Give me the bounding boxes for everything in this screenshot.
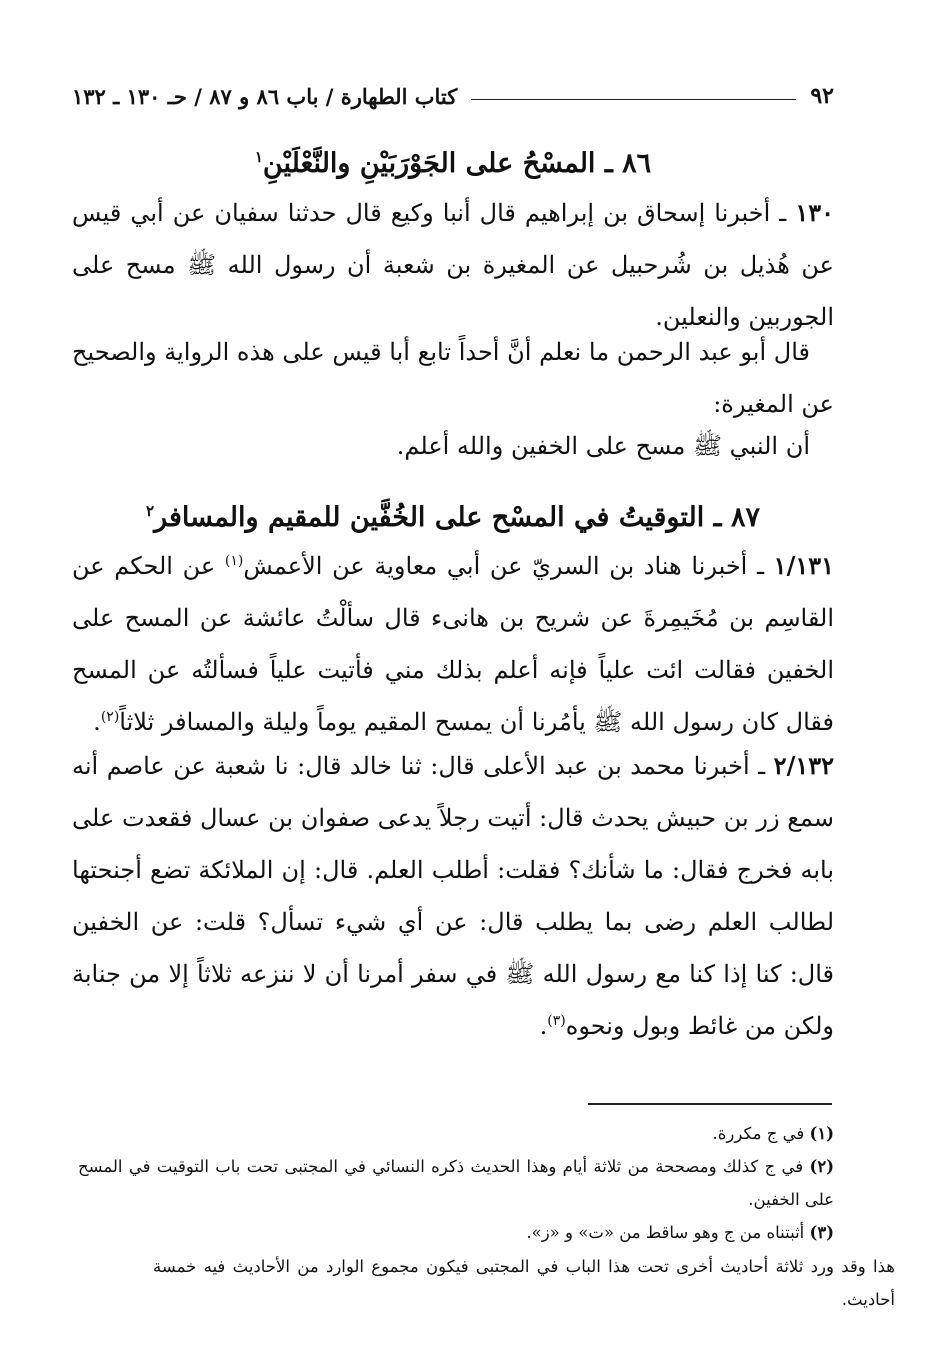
hadith-131	[72, 540, 834, 748]
chapter-heading-86	[72, 136, 834, 185]
hadith-text: ـ أخبرنا إسحاق بن إبراهيم قال أنبا وكيع قال حدثنا سفيان عن أبي قيس عن هُذيل بن شُرحبيل عن المغيرة بن شعبة أن رسول الله ﷺ مسح على الجوربين والنعلين.	[72, 199, 834, 331]
footnote-text: أثبتناه من ج وهو ساقط من «ت» و «ز».	[526, 1223, 805, 1242]
footnote-1	[78, 1117, 834, 1150]
chapter-title: ٨٦ ـ المسْحُ على الجَوْرَبَيْنِ والنَّعْلَيْنِ	[262, 148, 652, 179]
footnote-ref: (٢)	[100, 709, 120, 725]
running-title: كتاب الطهارة / باب ٨٦ و ٨٧ / حـ ١٣٠ ـ ١٣٢	[72, 83, 458, 109]
chapter-title: ٨٧ ـ التوقيتُ في المسْح على الخُفَّين للمقيم والمسافر	[154, 502, 760, 533]
hadith-text: .	[93, 708, 101, 736]
footnote-marker: (٢)	[809, 1157, 834, 1176]
hadith-130	[72, 187, 834, 343]
page-header	[72, 78, 834, 114]
hadith-text: .	[539, 1012, 548, 1040]
hadith-text: ـ أخبرنا محمد بن عبد الأعلى قال: ثنا خالد قال: نا شعبة عن عاصم أنه سمع زر بن حبيش يحدث قال: أتيت رجلاً يدعى صفوان بن عسال فقعدت على بابه فخرج فقال: ما شأنك؟ فقلت: أطلب العلم. قال: إن الملائكة تضع أجنحتها لطالب العلم رضى بما يطلب قال: عن أي شيء تسأل؟ قلت: عن الخفين قال: كنا إذا كنا مع رسول الله ﷺ في سفر أمرنا أن لا ننزعه ثلاثاً إلا من جنابة ولكن من غائط وبول ونحوه	[72, 752, 834, 1040]
footnote-3	[78, 1216, 834, 1249]
footnote-ref: (٣)	[547, 1013, 566, 1029]
hadith-text: عن الحكم عن القاسِم بن مُخَيمِرةَ عن شريح بن هانىء قال سألْتُ عائشة عن المسح على الخفين فقالت ائت علياً فإنه أعلم بذلك مني فأتيت علياً فسألتُه عن المسح فقال كان رسول الله ﷺ يأمُرنا أن يمسح المقيم يوماً وليلة والمسافر ثلاثاً	[72, 552, 834, 736]
chapter-heading-87	[72, 490, 834, 539]
footnote-mark: ٢	[146, 502, 155, 520]
commentary-text: أن النبي ﷺ مسح على الخفين والله أعلم.	[396, 432, 810, 460]
footnote-marker: (٣)	[809, 1223, 834, 1242]
commentary-conclusion	[72, 420, 834, 472]
footnote-marker: (١)	[809, 1124, 834, 1143]
hadith-132	[72, 740, 834, 1052]
hadith-number: ١/١٣١	[773, 551, 834, 580]
footnote-separator	[588, 1103, 832, 1105]
hadith-number: ١٣٠	[795, 198, 834, 227]
header-rule	[471, 99, 796, 100]
hadith-number: ٢/١٣٢	[773, 751, 834, 780]
commentary-text: قال أبو عبد الرحمن ما نعلم أنَّ أحداً تابع أبا قيس على هذه الرواية والصحيح عن المغيرة:	[72, 338, 834, 418]
footnote-text: في ج كذلك ومصححة من ثلاثة أيام وهذا الحديث ذكره النسائي في المجتبى تحت باب التوقيت في المسح على الخفين.	[78, 1157, 834, 1209]
footnote-text: هذا وقد ورد ثلاثة أحاديث أخرى تحت هذا الباب في المجتبى فيكون مجموع الوارد من الأحاديث فيه خمسة أحاديث.	[153, 1257, 895, 1309]
footnote-mark: ١	[254, 148, 263, 166]
hadith-text: ـ أخبرنا هناد بن السريّ عن أبي معاوية عن الأعمش	[243, 552, 774, 580]
page-number: ٩٢	[810, 83, 834, 109]
footnote-text: في ج مكررة.	[712, 1124, 805, 1143]
commentary-paragraph	[72, 326, 834, 430]
footnote-ref: (١)	[224, 553, 244, 569]
footnote-note	[153, 1250, 895, 1316]
footnote-2	[78, 1150, 834, 1216]
